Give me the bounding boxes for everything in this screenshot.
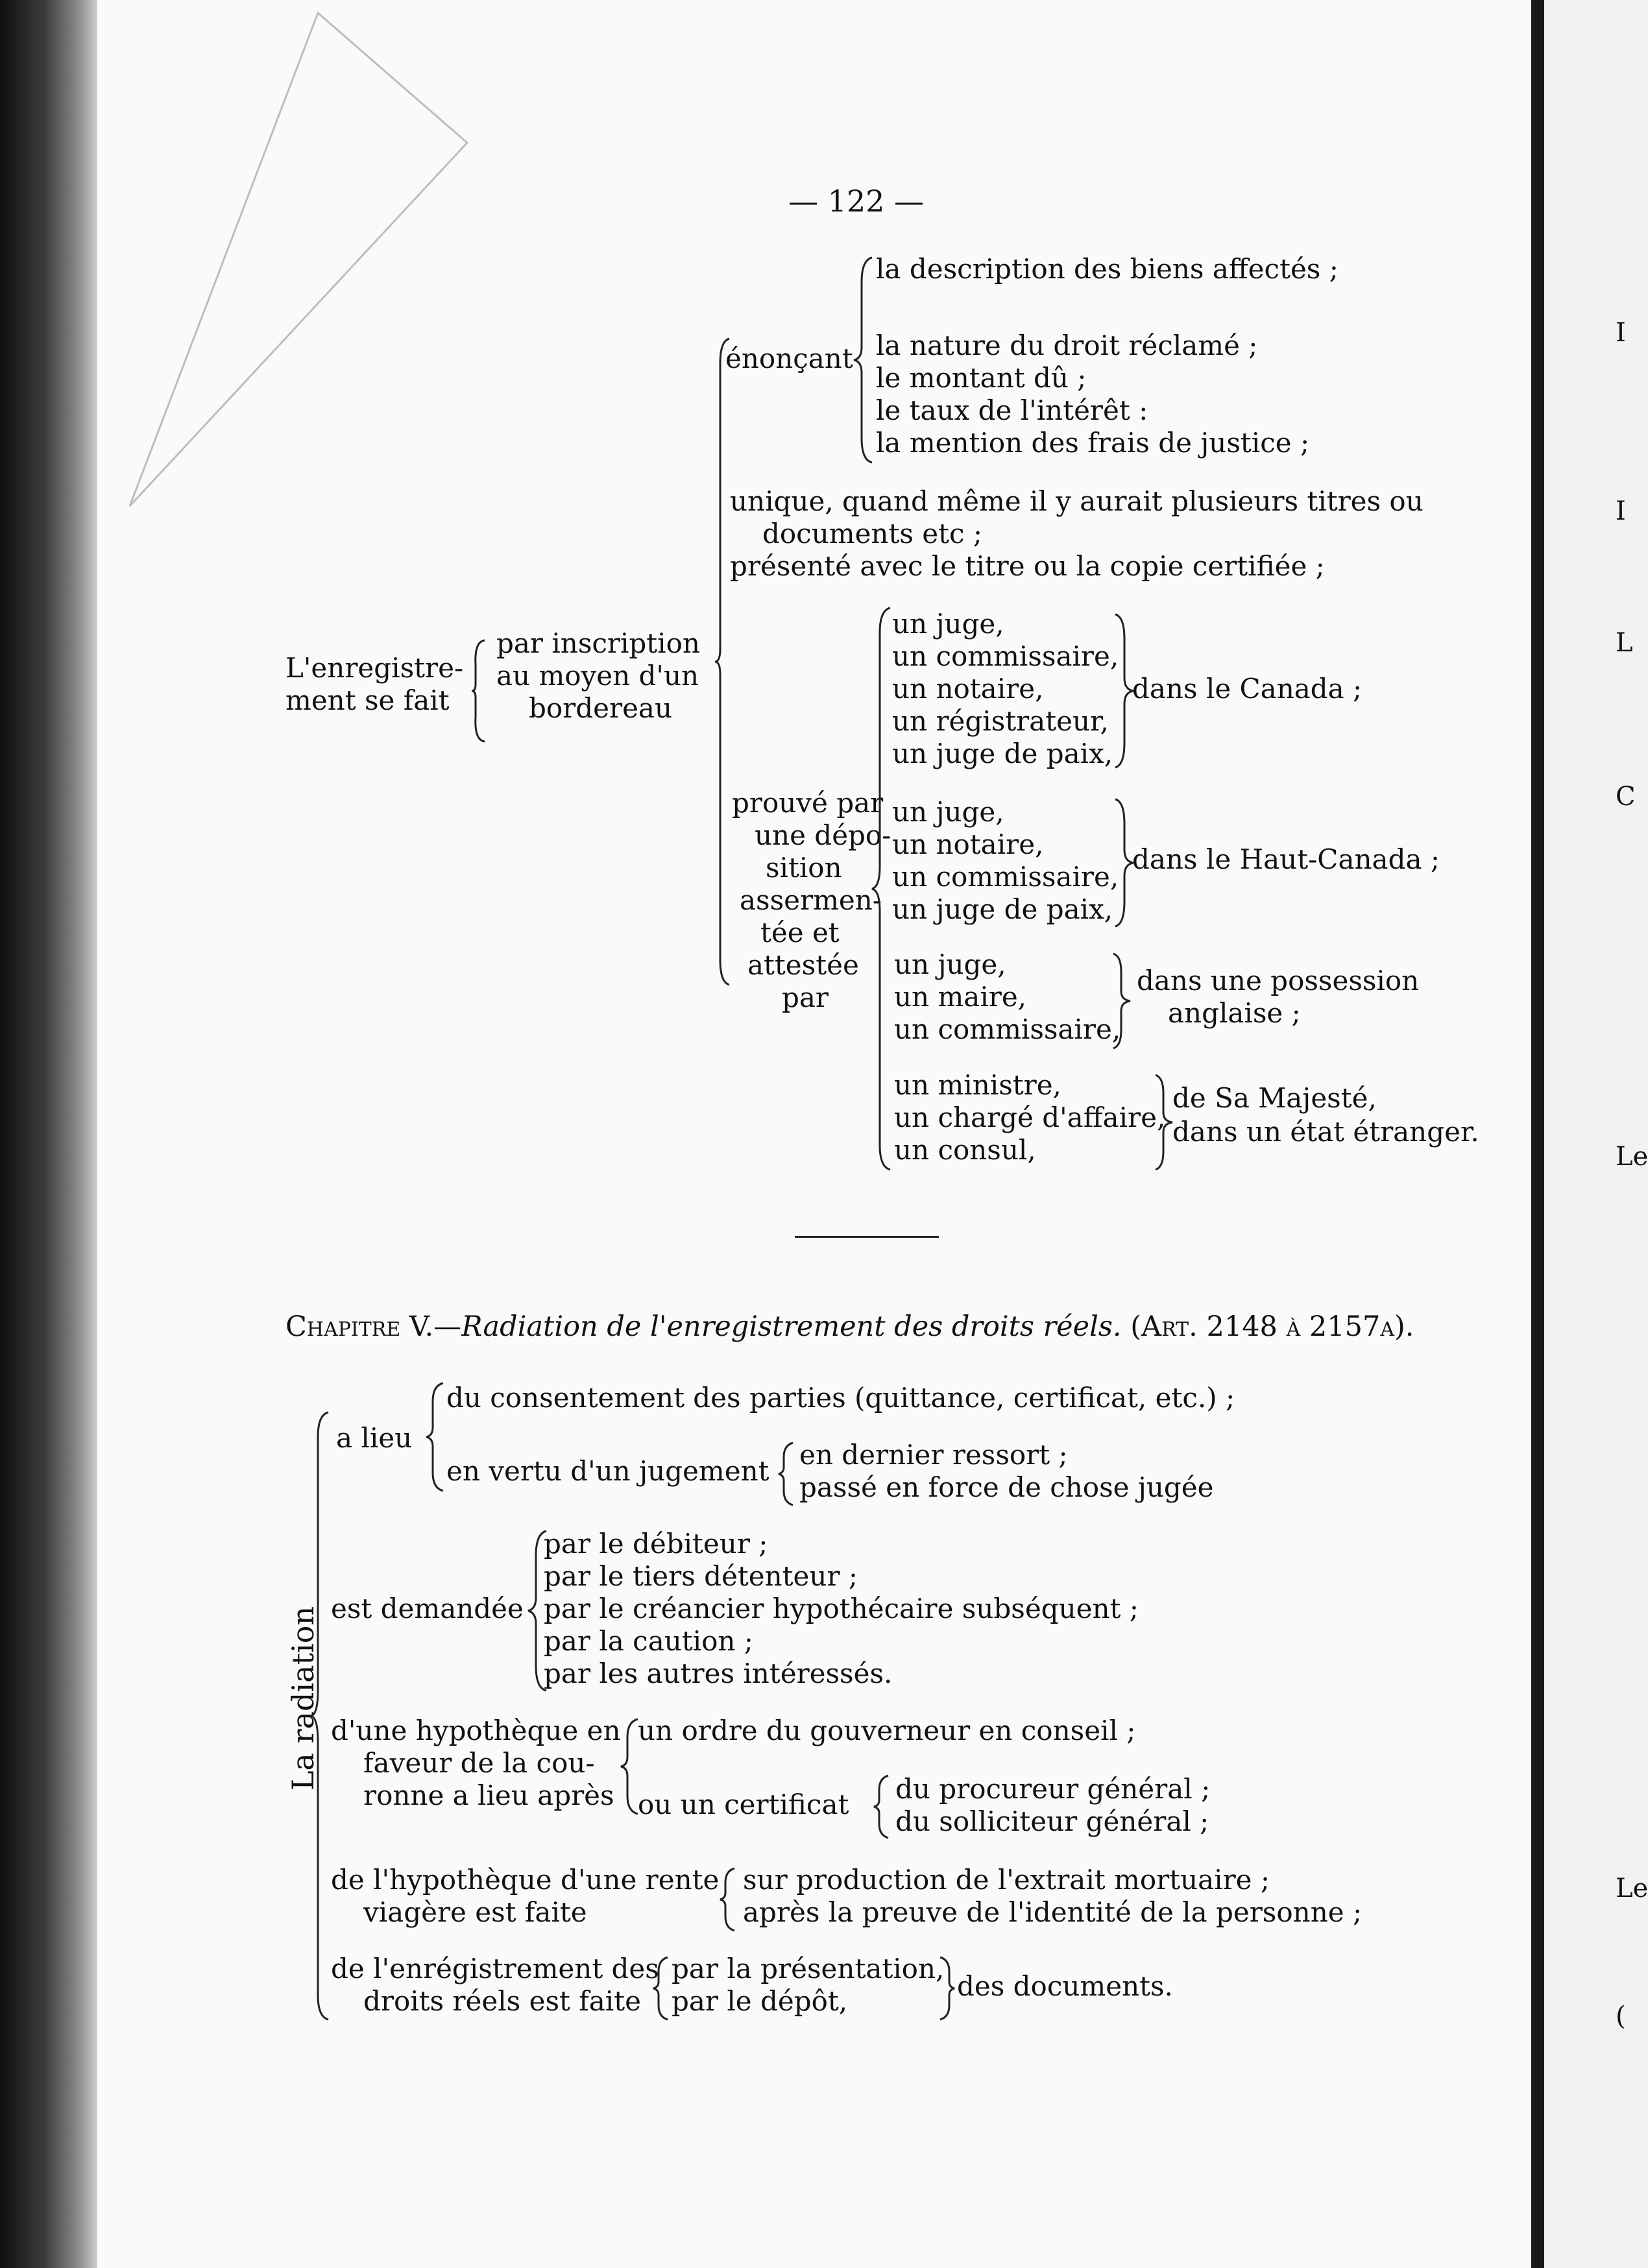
droits-label-2: droits réels est faite [363,1985,641,2017]
brace-droits [652,1956,672,2021]
brace-radiation [310,1411,333,2021]
demandee-item-1: par le débiteur ; [544,1528,768,1560]
enoncant-item-5: la mention des frais de justice ; [876,427,1310,459]
demandee-item-5: par les autres intéressés. [544,1658,893,1689]
droits-item-2: par le dépôt, [672,1985,848,2017]
demandee-item-4: par la caution ; [544,1625,753,1657]
chapter-articles: (Art. 2148 à 2157a). [1130,1310,1414,1343]
page-edge-shadow [1531,0,1544,2268]
enoncant-item-1: la description des biens affectés ; [876,253,1339,285]
next-page-fragment-4: C [1616,782,1636,812]
couronne-label-3: ronne a lieu après [363,1779,614,1811]
next-page-fragment-2: I [1616,496,1626,526]
radiation-vertical-label: La radiation [285,1606,321,1791]
adjacent-page [1544,0,1648,2268]
book-binding [0,0,97,2268]
certificat-item-1: du procureur général ; [895,1773,1211,1805]
enoncant-item-3: le montant dû ; [876,362,1087,394]
brace-enoncant [851,256,877,464]
brace-prouve [869,607,895,1171]
couronne-label-2: faveur de la cou- [363,1747,595,1779]
droits-label-1: de l'enrégistrement des [331,1953,659,1984]
next-page-fragment-5: Le [1616,1142,1648,1172]
brace-group3 [1111,952,1134,1050]
group3-place-line-2: anglaise ; [1168,997,1301,1029]
section-separator [795,1236,939,1238]
couronne-label-1: d'une hypothèque en [331,1715,621,1746]
group1-officer-5: un juge de paix, [892,738,1113,769]
next-page-fragment-3: L [1616,628,1633,658]
rente-label-1: de l'hypothèque d'une rente [331,1864,720,1896]
folded-corner-mark [123,6,474,513]
prouve-line-2: une dépo- [755,819,891,851]
unique-line-1: unique, quand même il y aurait plusieurs titres ou [730,485,1424,517]
group1-officer-4: un régistrateur, [892,705,1109,737]
a-lieu-label: a lieu [336,1422,413,1454]
certificat-label: ou un certificat [638,1789,849,1820]
demandee-item-2: par le tiers détenteur ; [544,1560,858,1592]
rente-label-2: viagère est faite [363,1896,587,1928]
ordre-line: un ordre du gouverneur en conseil ; [638,1715,1136,1746]
group3-officer-2: un maire, [894,981,1027,1013]
brace-subject [470,639,490,743]
group1-officer-3: un notaire, [892,673,1044,705]
group4-officer-1: un ministre, [894,1069,1061,1101]
documents-object: des documents. [957,1970,1173,2002]
presente-line: présenté avec le titre ou la copie certifiée ; [730,550,1325,582]
droits-item-1: par la présentation, [672,1953,945,1984]
group2-officer-2: un notaire, [892,828,1044,860]
prouve-line-6: attestée [747,949,859,981]
brace-jugement [777,1442,797,1506]
prouve-line-4: assermen- [740,884,882,916]
consentement-line: du consentement des parties (quittance, certificat, etc.) ; [446,1382,1235,1414]
demandee-label: est demandée [331,1593,524,1624]
demandee-item-3: par le créancier hypothécaire subséquent ; [544,1593,1139,1624]
subject-line-2: ment se fait [285,684,450,716]
jugement-item-1: en dernier ressort ; [799,1439,1068,1471]
mode-line-2: au moyen d'un [496,660,699,692]
group2-officer-1: un juge, [892,796,1004,828]
rente-item-2: après la preuve de l'identité de la personne ; [743,1896,1363,1928]
prouve-line-1: prouvé par [732,787,884,819]
chapter-heading [285,1310,1414,1343]
next-page-fragment-1: I [1616,318,1626,348]
jugement-item-2: passé en force de chose jugée [799,1471,1214,1503]
enoncant-item-2: la nature du droit réclamé ; [876,330,1258,361]
prouve-line-7: par [782,982,829,1013]
group3-officer-3: un commissaire, [894,1013,1121,1045]
group4-officer-3: un consul, [894,1134,1036,1166]
group1-officer-1: un juge, [892,608,1004,640]
chapter-title: Radiation de l'enregistrement des droits réels. [461,1310,1122,1343]
next-page-fragment-6: Le [1616,1874,1648,1903]
group4-officer-2: un chargé d'affaire, [894,1102,1166,1133]
brace-a-lieu [425,1382,447,1492]
mode-line-3: bordereau [529,692,673,724]
subject-line-1: L'enregistre- [285,652,464,684]
group2-place: dans le Haut-Canada ; [1132,843,1440,875]
brace-documents [938,1956,957,2021]
prouve-line-3: sition [766,852,842,884]
chapter-label: Chapitre V.— [285,1310,462,1343]
rente-item-1: sur production de l'extrait mortuaire ; [743,1864,1270,1896]
next-page-fragment-7: ( [1616,2001,1626,2031]
prouve-line-5: tée et [760,917,840,948]
page-number: — 122 — [788,184,925,219]
group2-officer-4: un juge de paix, [892,893,1113,925]
mode-line-1: par inscription [496,627,700,659]
unique-line-2: documents etc ; [762,518,983,549]
brace-rente [719,1867,738,1932]
group1-place: dans le Canada ; [1132,673,1363,705]
group4-place-line-1: de Sa Majesté, [1172,1082,1377,1114]
group4-place-line-2: dans un état étranger. [1172,1116,1479,1148]
jugement-label: en vertu d'un jugement [446,1455,769,1487]
group2-officer-3: un commissaire, [892,861,1119,893]
enoncant-item-4: le taux de l'intérêt : [876,394,1148,426]
enoncant-label: énonçant [725,343,853,374]
brace-certificat [873,1774,892,1839]
brace-bordereau [714,337,733,986]
group3-officer-1: un juge, [894,948,1006,980]
group3-place-line-1: dans une possession [1137,965,1420,996]
certificat-item-2: du solliciteur général ; [895,1805,1209,1837]
group1-officer-2: un commissaire, [892,640,1119,672]
